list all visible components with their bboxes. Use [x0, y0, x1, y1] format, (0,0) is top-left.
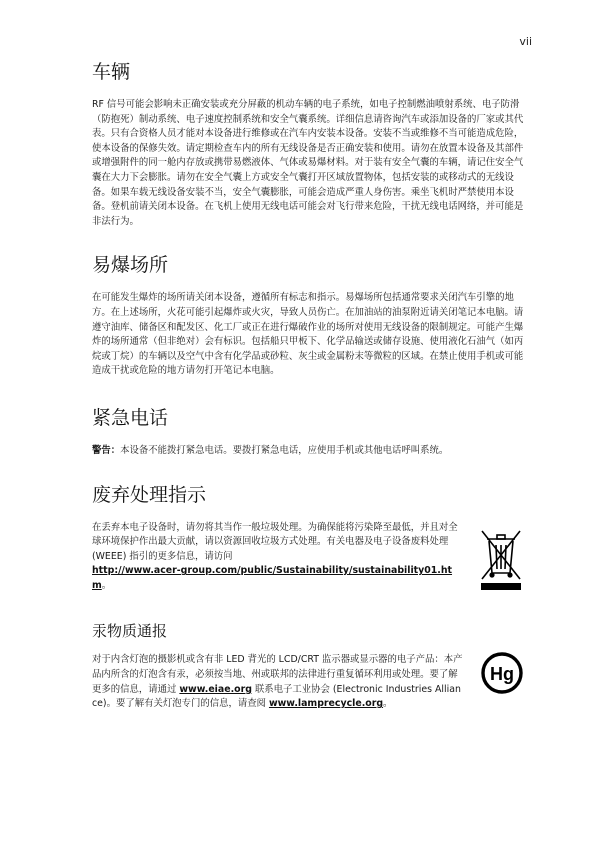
mercury-hg-icon — [480, 651, 524, 695]
section-body: RF 信号可能会影响未正确安装或充分屏蔽的机动车辆的电子系统，如电子控制燃油喷射系统、电子防滑（防抱死）制动系统、电子速度控制系统和安全气囊系统。详细信息请咨询汽车或添加设备的厂家或其代表。只有合资格人员才能对本设备进行维修或在汽车内安装本设备。安装不当或维修不当可能造成危险，使本设备的保修失效。请定期检查车内的所有无线设备是否正确安装和使用。请勿在放置本设备及其部件或增强附件的同一舱内存放或携带易燃液体、气体或易爆材料。对于装有安全气囊的车辆，请记住安全气囊在大力下会膨胀。请勿在安全气囊上方或安全气囊打开区域放置物体，包括安装的或移动式的无线设备。如果车载无线设备安装不当，安全气囊膨胀，可能会造成严重人身伤害。乘坐飞机时严禁使用本设备。登机前请关闭本设备。在飞机上使用无线电话可能会对飞行带来危险，干扰无线电话网络，并可能是非法行为。 — [92, 99, 524, 227]
section-title: 易爆场所 — [92, 254, 169, 277]
eiae-link[interactable]: www.eiae.org — [179, 683, 252, 695]
section-body — [92, 521, 464, 594]
page-number: vii — [519, 35, 532, 48]
mercury-text-2: 联系电子工业协会 (Electronic Industries Alliance)。要了解有关灯泡专门的信息，请查阅 — [92, 683, 461, 710]
section-body: 在可能发生爆炸的场所请关闭本设备，遵循所有标志和指示。易爆场所包括通常要求关闭汽车引擎的地方。在上述场所，火花可能引起爆炸或火灾，导致人员伤亡。在加油站的油泵附近请关闭笔记本电脑。请遵守油库、储备区和配发区、化工厂或正在进行爆破作业的场所对使用无线设备的限制规定。可能产生爆炸的场所通常（但非绝对）会有标识。包括船只甲板下、化学品输送或储存设施、使用液化石油气（如丙烷或丁烷）的车辆以及空气中含有化学品或砂粒、灰尘或金属粉末等微粒的区域。在禁止使用手机或可能造成干扰或危险的地方请勿打开笔记本电脑。 — [92, 292, 524, 377]
section-car — [92, 60, 524, 229]
section-title: 废弃处理指示 — [92, 483, 207, 506]
document-content — [92, 60, 524, 712]
sustainability-link[interactable]: http://www.acer-group.com/public/Sustainability/sustainability01.htm — [92, 565, 453, 591]
lamprecycle-link[interactable]: www.lamprecycle.org — [268, 698, 384, 710]
section-title: 紧急电话 — [92, 406, 169, 429]
section-body — [92, 444, 524, 459]
section-body — [92, 653, 464, 711]
warning-label: 警告： — [92, 444, 121, 456]
section-mercury — [92, 619, 524, 711]
disposal-suffix: 。 — [101, 579, 112, 591]
section-emergency — [92, 406, 524, 459]
disposal-text: 在丢弃本电子设备时，请勿将其当作一般垃圾处理。为确保能将污染降至最低，并且对全球环境保护作出最大贡献，请以资源回收垃圾方式处理。有关电器及电子设备废料处理 (WEEE) 指引的更多信息，请访问 — [92, 521, 458, 562]
mercury-suffix: 。 — [383, 698, 393, 710]
section-title: 汞物质通报 — [92, 622, 168, 641]
weee-crossed-bin-icon — [478, 525, 524, 593]
mercury-text-1: 对于内含灯泡的摄影机或含有非 LED 背光的 LCD/CRT 监示器或显示器的电子产品：本产品内所含的灯泡含有汞，必须按当地、州或联邦的法律进行重复循环利用或处理。要了解更多的信息，请通过 — [92, 654, 463, 695]
warning-text: 本设备不能拨打紧急电话。要拨打紧急电话，应使用手机或其他电话呼叫系统。 — [120, 444, 449, 456]
section-disposal — [92, 483, 524, 594]
section-title: 车辆 — [92, 61, 131, 83]
section-explosive — [92, 253, 524, 379]
hg-icon-text: Hg — [490, 664, 514, 685]
